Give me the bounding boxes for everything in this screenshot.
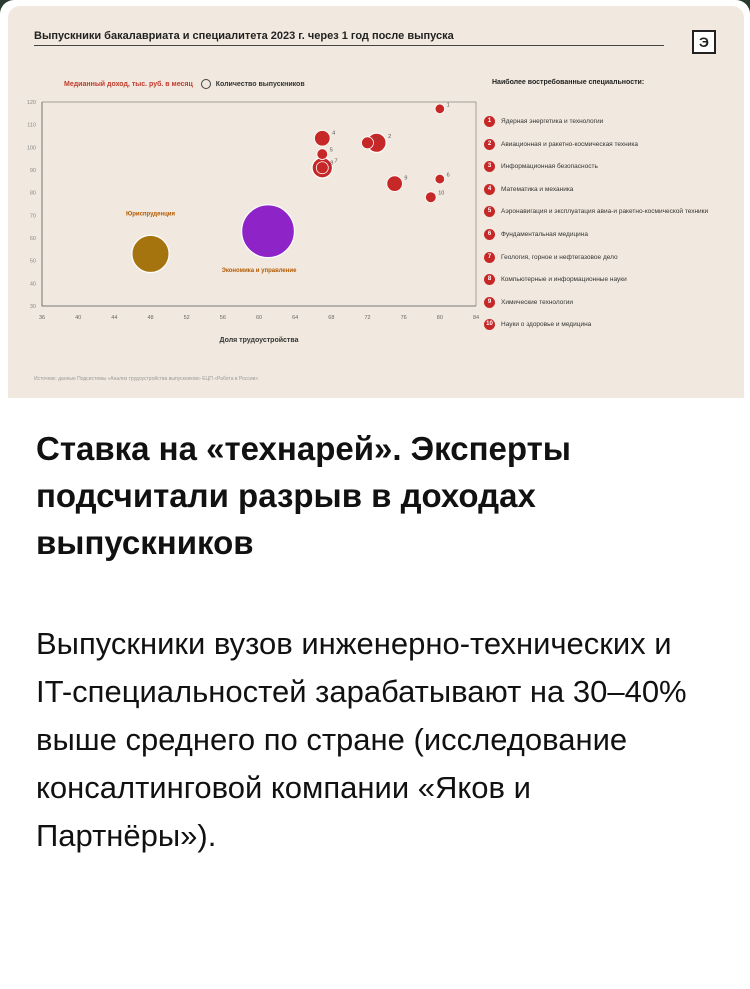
post-headline: Ставка на «технарей». Эксперты подсчитали разрыв в доходах выпускников	[36, 430, 571, 561]
x-tick-label: 44	[111, 315, 118, 321]
chart-source: Источник: данные Подсистемы «Анализ трудоустройства выпускников» ЕЦП «Работа в России»	[34, 376, 259, 382]
specialty-label: Науки о здоровье и медицина	[501, 321, 592, 329]
scatter-point	[387, 176, 403, 192]
y-tick-label: 120	[26, 100, 36, 106]
x-tick-label: 76	[400, 315, 407, 321]
point-label: 5	[329, 147, 333, 154]
y-tick-label: 100	[26, 145, 36, 152]
point-label: 2	[388, 134, 392, 140]
point-label: 9	[404, 175, 408, 182]
specialty-item	[484, 139, 724, 162]
x-tick-label: 36	[38, 315, 46, 321]
x-tick-label: 64	[292, 315, 299, 321]
y-tick-label: 110	[27, 122, 36, 129]
x-tick-label: 72	[364, 315, 371, 321]
specialty-label: Геология, горное и нефтегазовое дело	[501, 253, 618, 261]
specialties-title: Наиболее востребованные специальности:	[492, 79, 645, 86]
brand-logo-icon: Э	[692, 30, 716, 54]
y-tick-label: 80	[29, 190, 36, 197]
specialty-item	[484, 274, 724, 297]
x-tick-label: 40	[75, 315, 82, 321]
specialty-label: Химические технологии	[501, 298, 574, 306]
specialty-item	[484, 229, 724, 252]
post-body: Выпускники вузов инженерно-технических и IT-специальностей зарабатывают на 30–40% выше среднего по стране (исследование консалтинговой компании «Яков и Партнёры»).	[36, 626, 687, 853]
specialty-number: 6	[484, 229, 495, 240]
scatter-point	[314, 130, 330, 146]
scatter-point	[435, 174, 445, 184]
x-axis-label: Доля трудоустройства	[219, 337, 299, 344]
x-tick-label: 60	[255, 315, 263, 321]
scatter-point	[362, 137, 374, 149]
point-label: 7	[334, 158, 338, 165]
post-image-chart[interactable]	[8, 6, 744, 398]
specialties-list	[484, 116, 724, 342]
specialty-item	[484, 161, 724, 184]
annotation-label: Юриспруденция	[126, 211, 175, 218]
specialty-item	[484, 319, 724, 342]
specialty-item	[484, 116, 724, 139]
y-tick-label: 90	[29, 168, 36, 174]
specialty-number: 9	[484, 297, 495, 308]
scatter-point	[242, 205, 295, 258]
x-tick-label: 80	[436, 315, 443, 321]
scatter-point	[317, 149, 328, 160]
specialty-label: Аэронавигация и эксплуатация авиа-и ракетно-космической техники	[501, 208, 709, 216]
specialty-label: Ядерная энергетика и технологии	[501, 118, 604, 125]
specialty-label: Информационная безопасность	[501, 163, 598, 171]
y-tick-label: 60	[29, 236, 36, 242]
point-label: 6	[446, 172, 450, 179]
specialty-number: 2	[484, 139, 495, 150]
y-tick-label: 30	[29, 304, 36, 310]
point-label: 4	[332, 130, 336, 137]
scatter-point	[425, 192, 436, 203]
x-tick-label: 48	[147, 315, 154, 321]
x-tick-label: 56	[219, 315, 226, 321]
point-label: 3	[375, 135, 379, 142]
specialty-item	[484, 184, 724, 207]
specialty-item	[484, 297, 724, 320]
x-tick-label: 68	[328, 315, 335, 321]
chart-title: Выпускники бакалавриата и специалитета 2023 г. через 1 год после выпуска	[34, 30, 664, 46]
specialty-number: 3	[484, 161, 495, 172]
y-axis-label: Медианный доход, тыс. руб. в месяц	[64, 80, 193, 88]
specialty-number: 8	[484, 274, 495, 285]
specialty-label: Авиационная и ракетно-космическая техника	[501, 140, 638, 148]
specialty-label: Математика и механика	[501, 185, 574, 193]
size-legend-label: Количество выпускников	[215, 80, 305, 88]
specialty-label: Фундаментальная медицина	[501, 230, 589, 238]
specialty-label: Компьютерные и информационные науки	[501, 276, 627, 284]
specialty-item	[484, 252, 724, 275]
y-tick-label: 40	[29, 281, 36, 288]
point-label: 10	[438, 190, 445, 197]
specialty-item	[484, 206, 724, 229]
x-tick-label: 84	[472, 315, 480, 321]
annotation-label: Экономика и управление	[221, 268, 297, 274]
specialty-number: 10	[484, 319, 495, 330]
y-tick-label: 50	[29, 258, 36, 265]
specialty-number: 1	[484, 116, 495, 127]
plot-axes	[42, 102, 476, 306]
specialty-number: 7	[484, 252, 495, 263]
scatter-point	[316, 162, 328, 174]
point-label: 1	[446, 102, 450, 109]
scatter-point	[132, 235, 169, 272]
specialty-number: 4	[484, 184, 495, 195]
scatter-point	[435, 104, 445, 114]
specialty-number: 5	[484, 206, 495, 217]
y-tick-label: 70	[29, 213, 36, 220]
point-label: 8	[330, 160, 334, 167]
x-tick-label: 52	[183, 315, 190, 321]
